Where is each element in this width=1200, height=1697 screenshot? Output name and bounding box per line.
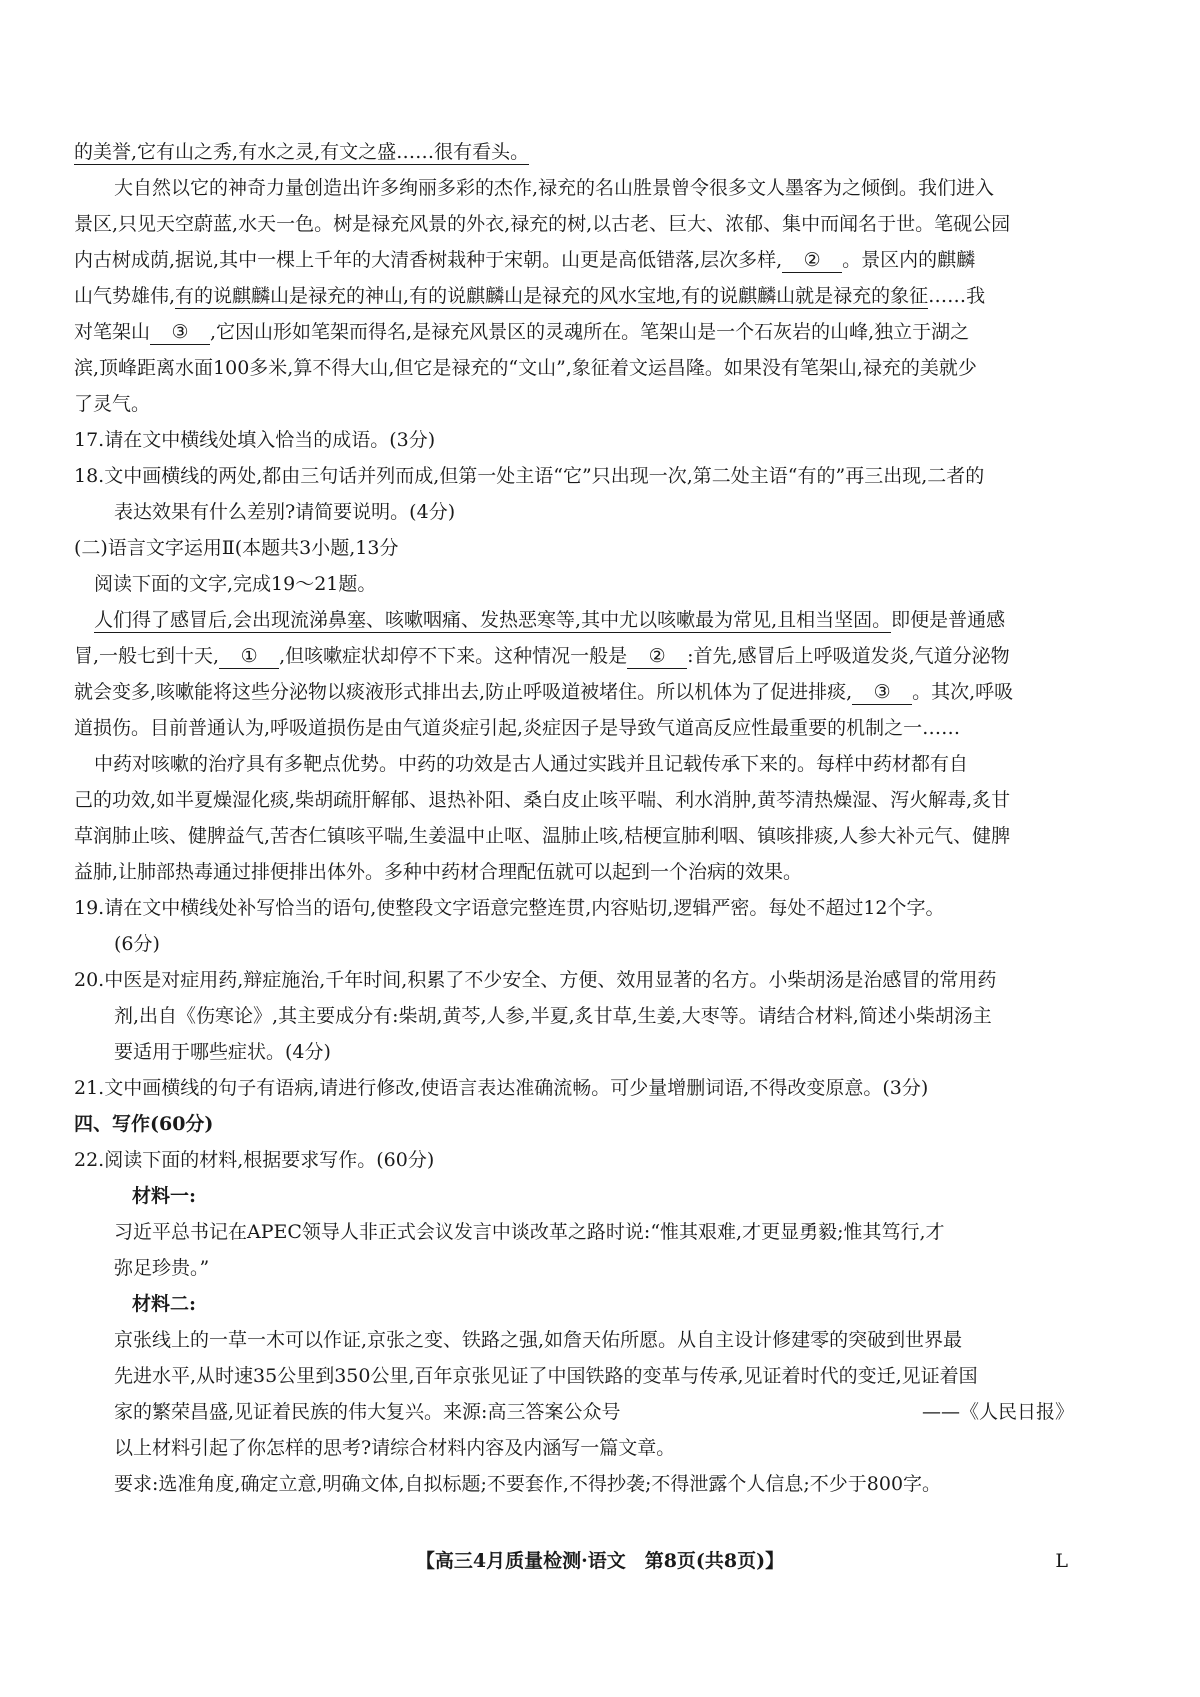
fill-blank[interactable]: ① <box>219 644 279 669</box>
underlined-sentence: 有的说麒麟山是禄充的神山,有的说麒麟山是禄充的风水宝地,有的说麒麟山就是禄充的象征 <box>175 285 929 307</box>
question-22: 22.阅读下面的材料,根据要求写作。(60分) <box>74 1149 435 1171</box>
writing-requirements: 要求:选准角度,确定立意,明确文体,自拟标题;不要套作,不得抄袭;不得泄露个人信息;不少于800字。 <box>114 1473 942 1495</box>
text-line: 草润肺止咳、健脾益气,苦杏仁镇咳平喘,生姜温中止呕、温肺止咳,桔梗宣肺利咽、镇咳排痰,人参大补元气、健脾 <box>74 825 1011 847</box>
question-20-cont: 剂,出自《伤寒论》,其主要成分有:柴胡,黄芩,人参,半夏,炙甘草,生姜,大枣等。请结合材料,简述小柴胡汤主 <box>114 1005 992 1027</box>
text-line: 山气势雄伟,有的说麒麟山是禄充的神山,有的说麒麟山是禄充的风水宝地,有的说麒麟山就是禄充的象征……我 <box>74 285 986 307</box>
text-line: 对笔架山 ③ ,它因山形如笔架而得名,是禄充风景区的灵魂所在。笔架山是一个石灰岩的山峰,独立于湖之 <box>74 321 970 343</box>
text-line: 中药对咳嗽的治疗具有多靶点优势。中药的功效是古人通过实践并且记载传承下来的。每样中药材都有自 <box>94 753 969 775</box>
underlined-sentence: 人们得了感冒后,会出现流涕鼻塞、咳嗽咽痛、发热恶寒等,其中尤以咳嗽最为常见,且相当坚固。 <box>94 609 892 631</box>
material-1-text: 弥足珍贵。” <box>114 1257 210 1279</box>
writing-prompt: 以上材料引起了你怎样的思考?请综合材料内容及内涵写一篇文章。 <box>114 1437 676 1459</box>
page-content <box>74 134 1074 1502</box>
question-20-cont: 要适用于哪些症状。(4分) <box>114 1041 331 1063</box>
question-18: 18.文中画横线的两处,都由三句话并列而成,但第一处主语“它”只出现一次,第二处主语“有的”再三出现,二者的 <box>74 465 985 487</box>
material-2-label: 材料二: <box>132 1293 197 1315</box>
section-heading: (二)语言文字运用Ⅱ(本题共3小题,13分 <box>74 537 399 559</box>
fill-blank[interactable]: ② <box>782 248 842 273</box>
material-2-source: ——《人民日报》 <box>921 1401 1074 1423</box>
material-2-text: 家的繁荣昌盛,见证着民族的伟大复兴。来源:高三答案公众号 ——《人民日报》 <box>74 1394 1074 1430</box>
question-21: 21.文中画横线的句子有语病,请进行修改,使语言表达准确流畅。可少量增删词语,不得改变原意。(3分) <box>74 1077 929 1099</box>
text-line <box>74 134 1074 170</box>
text-line: 了灵气。 <box>74 393 151 415</box>
text-line: 就会变多,咳嗽能将这些分泌物以痰液形式排出去,防止呼吸道被堵住。所以机体为了促进排痰, ③ 。其次,呼吸 <box>74 681 1014 703</box>
text-line: 景区,只见天空蔚蓝,水天一色。树是禄充风景的外衣,禄充的树,以古老、巨大、浓郁、集中而闻名于世。笔砚公园 <box>74 213 1011 235</box>
material-1-text: 习近平总书记在APEC领导人非正式会议发言中谈改革之路时说:“惟其艰难,才更显勇毅;惟其笃行,才 <box>114 1221 945 1243</box>
text-line: 内古树成荫,据说,其中一棵上千年的大清香树栽种于宋朝。山更是高低错落,层次多样, ② 。景区内的麒麟 <box>74 249 976 271</box>
fill-blank[interactable]: ③ <box>852 680 912 705</box>
fill-blank[interactable]: ③ <box>150 320 210 345</box>
fill-blank[interactable]: ② <box>627 644 687 669</box>
text-line: 冒,一般七到十天, ① ,但咳嗽症状却停不下来。这种情况一般是 ② :首先,感冒后上呼吸道发炎,气道分泌物 <box>74 645 1010 667</box>
text-line: 滨,顶峰距离水面100多米,算不得大山,但它是禄充的“文山”,象征着文运昌隆。如果没有笔架山,禄充的美就少 <box>74 357 977 379</box>
underlined-sentence: 的美誉,它有山之秀,有水之灵,有文之盛……很有看头。 <box>74 141 530 163</box>
question-19: 19.请在文中横线处补写恰当的语句,使整段文字语意完整连贯,内容贴切,逻辑严密。每处不超过12个字。 <box>74 897 945 919</box>
text-line: 道损伤。目前普通认为,呼吸道损伤是由气道炎症引起,炎症因子是导致气道高反应性最重要的机制之一…… <box>74 717 961 739</box>
text-line: 人们得了感冒后,会出现流涕鼻塞、咳嗽咽痛、发热恶寒等,其中尤以咳嗽最为常见,且相当坚固。即便是普通感 <box>94 609 1006 631</box>
question-20: 20.中医是对症用药,辩症施治,千年时间,积累了不少安全、方便、效用显著的名方。小柴胡汤是治感冒的常用药 <box>74 969 997 991</box>
text-line: 己的功效,如半夏燥湿化痰,柴胡疏肝解郁、退热补阳、桑白皮止咳平喘、利水消肿,黄芩清热燥湿、泻火解毒,炙甘 <box>74 789 1011 811</box>
page-footer <box>0 1546 1200 1576</box>
text-line: 益肺,让肺部热毒通过排便排出体外。多种中药材合理配伍就可以起到一个治病的效果。 <box>74 861 803 883</box>
question-18-cont: 表达效果有什么差别?请简要说明。(4分) <box>114 501 456 523</box>
footer-mark: L <box>1055 1550 1068 1572</box>
footer-title: 【高三4月质量检测·语文 第8页(共8页)】 <box>415 1550 785 1572</box>
question-19-score: (6分) <box>114 933 160 955</box>
reading-instruction: 阅读下面的文字,完成19～21题。 <box>94 573 377 595</box>
material-2-text: 先进水平,从时速35公里到350公里,百年京张见证了中国铁路的变革与传承,见证着时代的变迁,见证着国 <box>114 1365 978 1387</box>
text-line: 大自然以它的神奇力量创造出许多绚丽多彩的杰作,禄充的名山胜景曾令很多文人墨客为之倾倒。我们进入 <box>114 177 995 199</box>
material-2-text: 京张线上的一草一木可以作证,京张之变、铁路之强,如詹天佑所愿。从自主设计修建零的突破到世界最 <box>114 1329 963 1351</box>
section-writing-heading: 四、写作(60分) <box>74 1113 214 1135</box>
question-17: 17.请在文中横线处填入恰当的成语。(3分) <box>74 429 436 451</box>
material-1-label: 材料一: <box>132 1185 197 1207</box>
